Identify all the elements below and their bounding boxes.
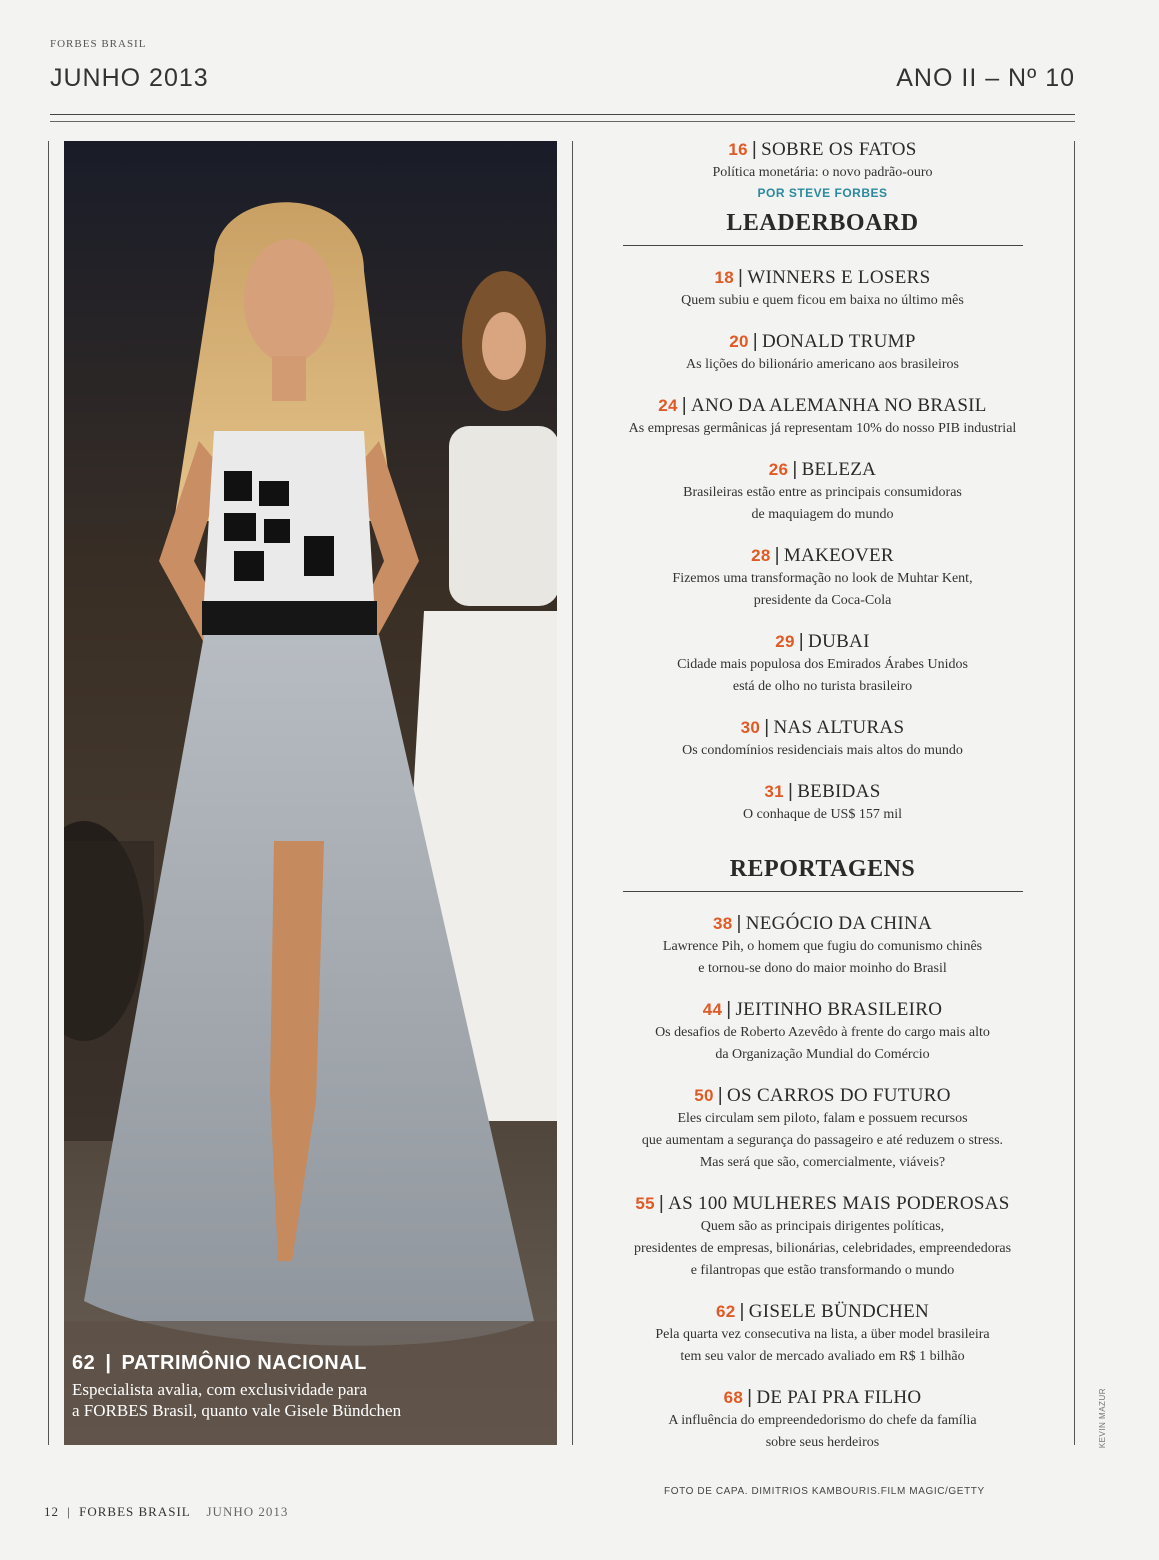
toc-page-number: 55: [635, 1194, 655, 1213]
toc-entry[interactable]: [575, 458, 1070, 526]
toc-title: OS CARROS DO FUTURO: [727, 1085, 951, 1106]
toc-page-number: 16: [728, 140, 748, 159]
feature-caption-title: [72, 1352, 542, 1375]
toc-separator: |: [751, 139, 758, 160]
toc-separator: |: [717, 1085, 724, 1106]
toc-description: Política monetária: o novo padrão-ouro: [712, 165, 933, 180]
toc-page-number: 26: [768, 460, 789, 479]
toc-separator: |: [764, 717, 770, 738]
toc-page-number: 38: [712, 914, 733, 933]
toc-page-number: 29: [775, 632, 795, 651]
section-heading-reportagens: REPORTAGENS: [623, 856, 1023, 892]
issue-number: ANO II – Nº 10: [896, 64, 1075, 92]
center-column-rule: [572, 141, 573, 1445]
toc-description: A influência do empreendedorismo do chefe da família sobre seus herdeiros: [668, 1413, 977, 1450]
toc-separator: |: [747, 1387, 753, 1408]
toc-entry[interactable]: [575, 544, 1070, 612]
toc-separator: |: [787, 781, 794, 802]
toc-title: GISELE BÜNDCHEN: [748, 1301, 929, 1322]
section-heading-leaderboard: LEADERBOARD: [623, 210, 1023, 246]
feature-caption: [72, 1352, 542, 1421]
left-column-rule: [48, 141, 49, 1445]
feature-description: Especialista avalia, com exclusividade para a FORBES Brasil, quanto vale Gisele Bündchen: [72, 1380, 402, 1420]
toc-description: As lições do bilionário americano aos brasileiros: [686, 357, 959, 372]
toc-description: Os condomínios residenciais mais altos do mundo: [682, 743, 963, 758]
feature-title: PATRIMÔNIO NACIONAL: [121, 1352, 367, 1374]
toc-page-number: 50: [694, 1086, 714, 1105]
toc-separator: |: [738, 267, 744, 288]
cover-photo-credit: FOTO DE CAPA. DIMITRIOS KAMBOURIS.FILM MAGIC/GETTY: [664, 1486, 985, 1497]
issue-date: JUNHO 2013: [50, 64, 209, 92]
photo-credit-side: KEVIN MAZUR: [1098, 1388, 1107, 1449]
toc-byline: POR STEVE FORBES: [757, 186, 888, 200]
toc-title: AS 100 MULHERES MAIS PODEROSAS: [668, 1193, 1010, 1214]
toc-entry[interactable]: [575, 394, 1070, 440]
toc-separator: |: [774, 545, 780, 566]
footer-separator: |: [67, 1504, 71, 1519]
footer-date: JUNHO 2013: [206, 1504, 289, 1519]
toc-description: Lawrence Pih, o homem que fugiu do comunismo chinês e tornou-se dono do maior moinho do Brasil: [662, 939, 983, 976]
footer-page-number: 12: [44, 1504, 59, 1519]
reportagens-list: [575, 912, 1070, 1454]
toc-description: Quem subiu e quem ficou em baixa no último mês: [681, 293, 964, 308]
toc-page-number: 28: [751, 546, 771, 565]
toc-description: As empresas germânicas já representam 10% do nosso PIB industrial: [628, 421, 1017, 436]
toc-title: NAS ALTURAS: [773, 717, 905, 738]
toc-page-number: 18: [714, 268, 735, 287]
toc-separator: |: [752, 331, 759, 352]
toc-entry-sobre-os-fatos[interactable]: [575, 138, 1070, 200]
toc-page-number: 31: [764, 782, 784, 801]
toc-separator: |: [736, 913, 742, 934]
toc-title: SOBRE OS FATOS: [761, 139, 917, 160]
page-footer: [44, 1504, 288, 1520]
toc-title: MAKEOVER: [783, 545, 894, 566]
toc-title: BEBIDAS: [797, 781, 881, 802]
toc-page-number: 44: [702, 1000, 723, 1019]
feature-page-number: 62: [72, 1352, 96, 1374]
toc-page-number: 68: [723, 1388, 744, 1407]
header-rule-bottom: [50, 121, 1075, 122]
toc-separator: |: [739, 1301, 745, 1322]
toc-description: Brasileiras estão entre as principais consumidoras de maquiagem do mundo: [683, 485, 962, 522]
table-of-contents: [575, 138, 1070, 1472]
toc-title: WINNERS E LOSERS: [747, 267, 931, 288]
toc-title: ANO DA ALEMANHA NO BRASIL: [691, 395, 987, 416]
toc-entry[interactable]: [575, 780, 1070, 826]
toc-entry[interactable]: [575, 1386, 1070, 1454]
toc-separator: |: [792, 459, 798, 480]
toc-description: Eles circulam sem piloto, falam e possuem recursos que aumentam a segurança do passageiro e até reduzem o stress. Mas será que são, comercialmente, viáveis?: [641, 1111, 1004, 1170]
toc-page-number: 30: [740, 718, 761, 737]
toc-description: Quem são as principais dirigentes políticas, presidentes de empresas, bilionárias, celebridades, empreendedoras e filantropas que estão transformando o mundo: [633, 1219, 1012, 1278]
toc-title: DE PAI PRA FILHO: [756, 1387, 922, 1408]
toc-entry[interactable]: [575, 1084, 1070, 1174]
toc-entry[interactable]: [575, 630, 1070, 698]
toc-entry[interactable]: [575, 266, 1070, 312]
toc-entry[interactable]: [575, 716, 1070, 762]
right-column-rule: [1074, 141, 1075, 1445]
toc-page-number: 62: [715, 1302, 736, 1321]
toc-entry[interactable]: [575, 998, 1070, 1066]
toc-description: Pela quarta vez consecutiva na lista, a über model brasileira tem seu valor de mercado avaliado em R$ 1 bilhão: [655, 1327, 990, 1364]
toc-page-number: 24: [658, 396, 678, 415]
toc-description: O conhaque de US$ 157 mil: [742, 807, 903, 822]
toc-description: Os desafios de Roberto Azevêdo à frente do cargo mais alto da Organização Mundial do Comércio: [655, 1025, 990, 1062]
toc-separator: |: [681, 395, 688, 416]
leaderboard-list: [575, 266, 1070, 826]
feature-separator: |: [105, 1352, 112, 1374]
toc-description: Fizemos uma transformação no look de Muhtar Kent, presidente da Coca-Cola: [672, 571, 973, 608]
magazine-brand: FORBES BRASIL: [50, 38, 147, 50]
toc-separator: |: [726, 999, 732, 1020]
runway-illustration: [64, 141, 557, 1445]
footer-brand: FORBES BRASIL: [79, 1504, 191, 1519]
toc-title: BELEZA: [801, 459, 877, 480]
toc-entry[interactable]: [575, 1192, 1070, 1282]
toc-entry[interactable]: [575, 1300, 1070, 1368]
toc-title: DUBAI: [808, 631, 870, 652]
toc-separator: |: [658, 1193, 665, 1214]
toc-title: NEGÓCIO DA CHINA: [745, 913, 933, 934]
toc-title: JEITINHO BRASILEIRO: [735, 999, 943, 1020]
toc-separator: |: [798, 631, 805, 652]
runway-photo: [64, 141, 557, 1445]
header-rule-top: [50, 114, 1075, 115]
toc-description: Cidade mais populosa dos Emirados Árabes Unidos está de olho no turista brasileiro: [677, 657, 968, 694]
toc-entry[interactable]: [575, 912, 1070, 980]
toc-page-number: 20: [729, 332, 749, 351]
toc-entry[interactable]: [575, 330, 1070, 376]
toc-title: DONALD TRUMP: [762, 331, 916, 352]
